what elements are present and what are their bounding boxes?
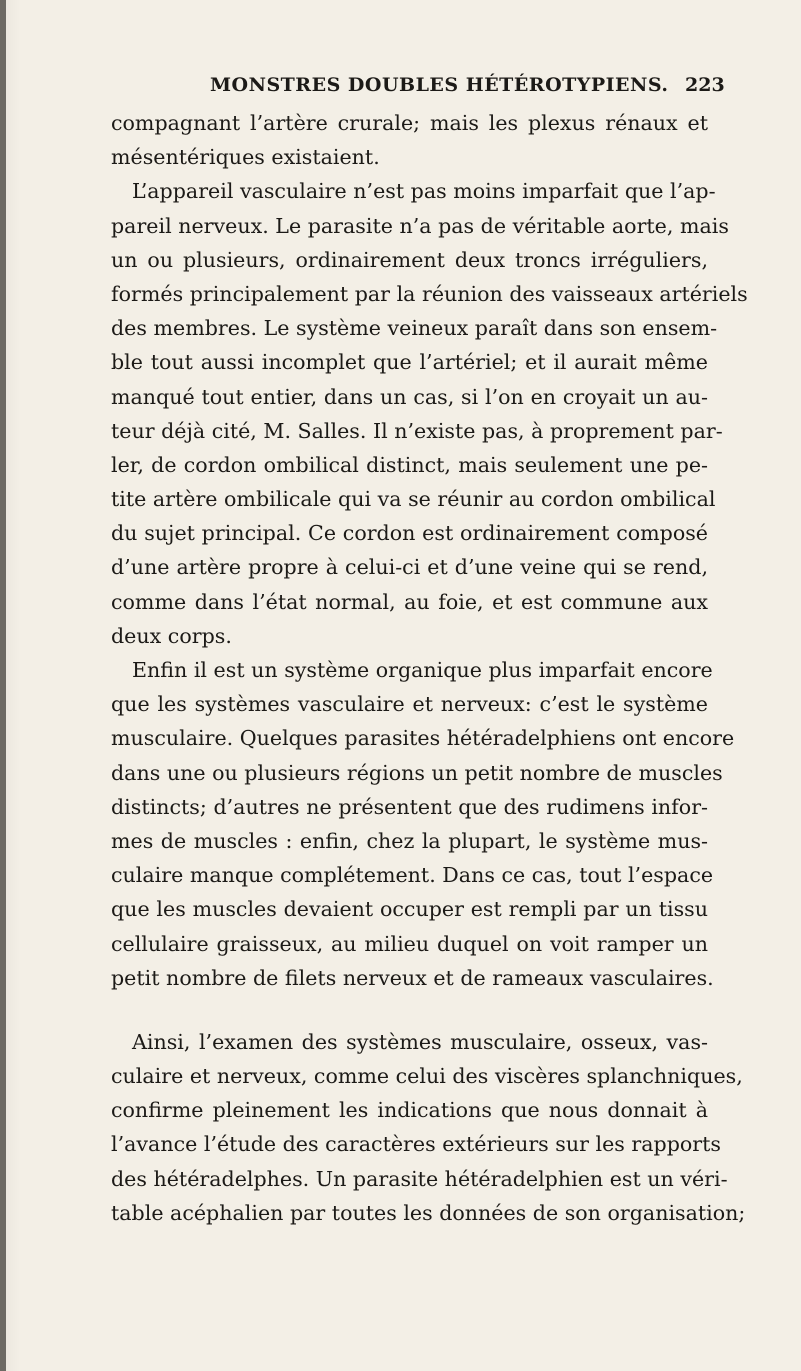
text-line: dans une ou plusieurs régions un petit nombre de muscles (111, 760, 723, 785)
text-line: deux corps. (111, 623, 232, 648)
text-line: cellulaire graisseux, au milieu duquel on voit ramper un (111, 931, 708, 956)
text-line: table acéphalien par toutes les données de son organisation; (111, 1200, 746, 1225)
page-number: 223 (685, 74, 725, 96)
text-line: compagnant l’artère crurale; mais les plexus rénaux et (111, 111, 708, 135)
paragraph-first-line: L’appareil vasculaire n’est pas moins imparfait que l’ap- (132, 179, 716, 204)
text-line: formés principalement par la réunion des vaisseaux artériels (111, 281, 748, 306)
text-line: l’avance l’étude des caractères extérieurs sur les rapports (111, 1132, 721, 1157)
body-text (111, 106, 748, 1230)
text-line: confirme pleinement les indications que nous donnait à (111, 1098, 708, 1123)
text-line: culaire manque complétement. Dans ce cas, tout l’espace (111, 863, 714, 888)
text-line: mésentériques existaient. (111, 145, 380, 170)
text-line: d’une artère propre à celui-ci et d’une veine qui se rend, (111, 555, 708, 580)
text-line: mes de muscles : enfin, chez la plupart, le système mus- (111, 828, 708, 853)
text-line: ble tout aussi incomplet que l’artériel; et il aurait même (111, 350, 708, 375)
text-line: du sujet principal. Ce cordon est ordinairement composé (111, 521, 708, 546)
text-line: que les muscles devaient occuper est rempli par un tissu (111, 897, 708, 922)
text-line: un ou plusieurs, ordinairement deux troncs irréguliers, (111, 247, 708, 272)
running-head-title: MONSTRES DOUBLES HÉTÉROTYPIENS. (210, 74, 669, 96)
text-line: pareil nerveux. Le parasite n’a pas de véritable aorte, mais (111, 213, 729, 238)
text-line: tite artère ombilicale qui va se réunir au cordon ombilical (111, 487, 716, 512)
text-line: distincts; d’autres ne présentent que des rudimens infor- (111, 794, 708, 819)
text-line: manqué tout entier, dans un cas, si l’on en croyait un au- (111, 384, 708, 409)
text-line: des membres. Le système veineux paraît dans son ensem- (111, 316, 718, 341)
paragraph-first-line: Ainsi, l’examen des systèmes musculaire, osseux, vas- (132, 1029, 708, 1054)
text-line: culaire et nerveux, comme celui des viscères splanchniques, (111, 1064, 743, 1089)
text-line: teur déjà cité, M. Salles. Il n’existe pas, à proprement par- (111, 418, 723, 443)
paragraph-spacer (111, 995, 708, 1025)
text-line: musculaire. Quelques parasites hétéradelphiens ont encore (111, 726, 735, 751)
text-line: ler, de cordon ombilical distinct, mais seulement une pe- (111, 452, 708, 477)
text-line: des hétéradelphes. Un parasite hétéradelphien est un véri- (111, 1166, 728, 1191)
text-line: comme dans l’état normal, au foie, et est commune aux (111, 589, 708, 614)
paragraph-first-line: Enfin il est un système organique plus imparfait encore (132, 658, 713, 682)
page-binding-edge (0, 0, 6, 1371)
text-line: que les systèmes vasculaire et nerveux: c’est le système (111, 692, 708, 717)
text-line: petit nombre de filets nerveux et de rameaux vasculaires. (111, 965, 714, 990)
